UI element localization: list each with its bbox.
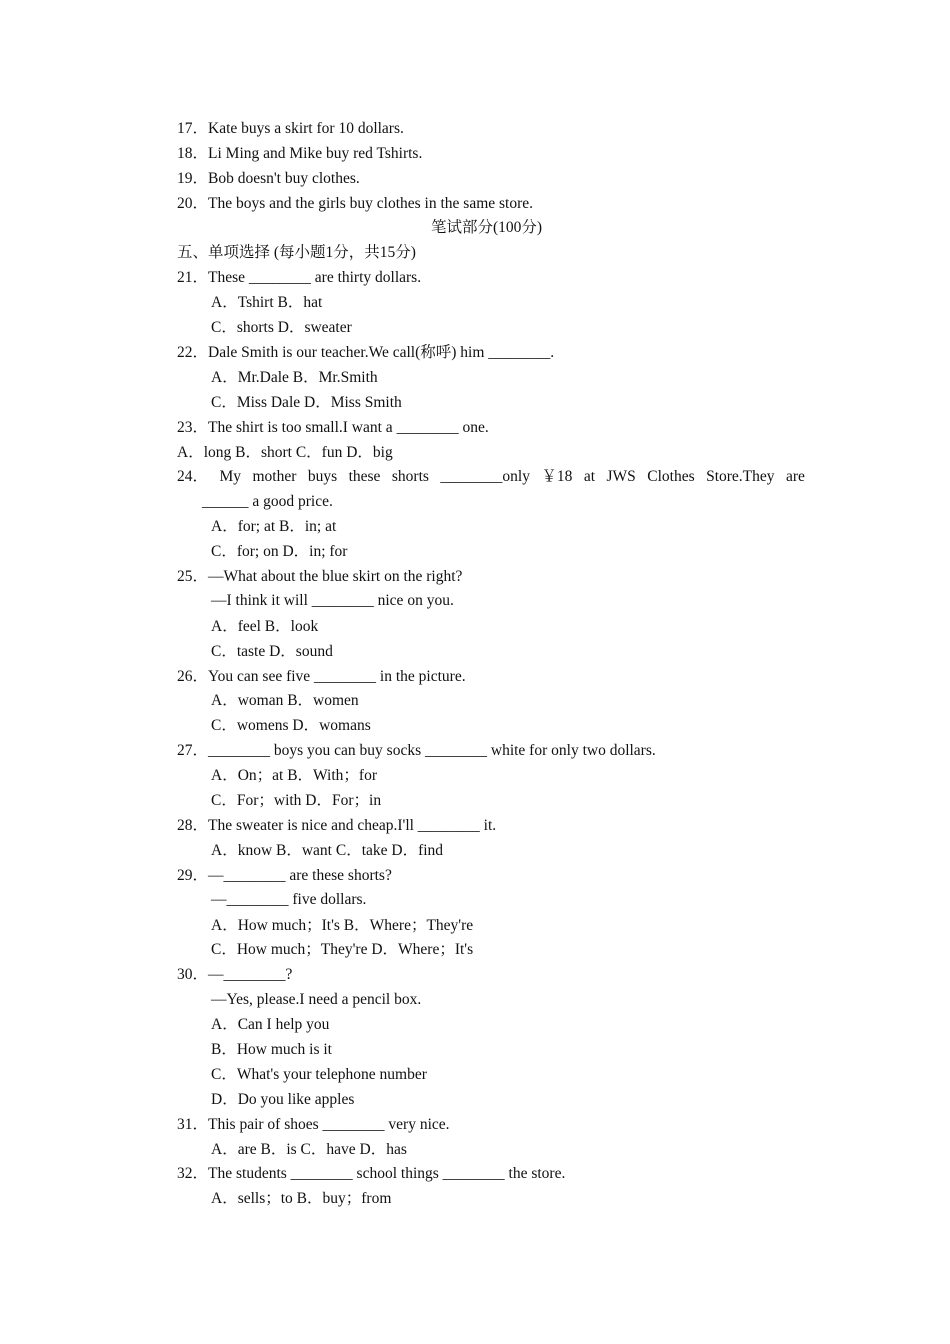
stem-word: My (219, 468, 242, 485)
stem-word: at (583, 468, 596, 485)
question-number: 23． (177, 419, 209, 436)
question-stem: These ________ are thirty dollars. (208, 269, 422, 286)
stem-word: Clothes (647, 468, 695, 485)
stem-word: JWS (606, 468, 636, 485)
question-32-options: A．sells；to B．buy；from (211, 1190, 392, 1207)
question-stem: Dale Smith is our teacher.We call(称呼) him ________. (208, 344, 555, 361)
section-note: (每小题1分，共15分) (273, 244, 416, 261)
question-number: 24． (177, 468, 209, 485)
question-30-dialog-line-2: —Yes, please.I need a pencil box. (211, 991, 422, 1008)
question-22-options-cd: C．Miss Dale D．Miss Smith (211, 394, 402, 411)
question-stem: The sweater is nice and cheap.I'll ________ it. (208, 817, 497, 834)
item-17 (177, 119, 404, 139)
question-21-options-cd: C．shorts D．sweater (211, 319, 352, 336)
question-27-options-ab: A．On；at B．With；for (211, 767, 377, 784)
section-5-title (177, 243, 416, 263)
stem-word: these (348, 468, 381, 485)
item-text: Li Ming and Mike buy red Tshirts. (208, 145, 423, 162)
question-23-options: A．long B．short C．fun D．big (177, 444, 393, 461)
question-stem: The shirt is too small.I want a ________ one. (208, 419, 489, 436)
question-29-dialog-line-2: —________ five dollars. (211, 891, 367, 908)
question-number: 28． (177, 817, 209, 834)
question-number: 21． (177, 269, 209, 286)
question-24-options-cd: C．for; on D．in; for (211, 543, 348, 560)
question-22-options-ab: A．Mr.Dale B．Mr.Smith (211, 369, 378, 386)
question-number: 30． (177, 966, 209, 983)
question-number: 26． (177, 668, 209, 685)
question-28-options: A．know B．want C．take D．find (211, 842, 444, 859)
item-text: Kate buys a skirt for 10 dollars. (208, 120, 404, 137)
question-29 (177, 866, 392, 886)
question-27 (177, 741, 656, 761)
item-18 (177, 144, 422, 164)
stem-word: mother (252, 468, 297, 485)
question-stem: This pair of shoes ________ very nice. (208, 1116, 450, 1133)
question-26-options-ab: A．woman B．women (211, 692, 359, 709)
question-22 (177, 343, 554, 363)
question-number: 32． (177, 1165, 209, 1182)
question-30 (177, 965, 292, 985)
question-number: 27． (177, 742, 209, 759)
stem-word: Store.They (706, 468, 775, 485)
item-text: Bob doesn't buy clothes. (208, 170, 360, 187)
question-25 (177, 567, 462, 587)
question-25-options-cd: C．taste D．sound (211, 643, 333, 660)
question-number: 22． (177, 344, 209, 361)
stem-word: buys (307, 468, 338, 485)
stem-word: shorts (391, 468, 429, 485)
question-26-options-cd: C．womens D．womans (211, 717, 371, 734)
dialog-line: —________? (208, 966, 293, 983)
question-26 (177, 667, 466, 687)
question-31 (177, 1115, 450, 1135)
item-number: 18． (177, 145, 209, 162)
written-section-header: 笔试部分(100分) (431, 219, 543, 236)
question-stem: You can see five ________ in the picture. (208, 668, 466, 685)
section-title: 五、单项选择 (177, 244, 271, 261)
question-27-options-cd: C．For；with D．For；in (211, 792, 382, 809)
question-31-options: A．are B．is C．have D．has (211, 1141, 407, 1158)
question-32 (177, 1164, 565, 1184)
question-30-option-c: C．What's your telephone number (211, 1066, 427, 1083)
item-number: 20． (177, 195, 209, 212)
question-29-options-cd: C．How much；They're D．Where；It's (211, 941, 474, 958)
stem-word: ￥18 (541, 468, 573, 485)
question-25-dialog-line-2: —I think it will ________ nice on you. (211, 592, 454, 609)
item-number: 17． (177, 120, 209, 137)
item-19 (177, 169, 360, 189)
question-23 (177, 418, 489, 438)
question-29-options-ab: A．How much；It's B．Where；They're (211, 917, 474, 934)
question-24-stem-continued: ______ a good price. (202, 493, 333, 510)
question-21 (177, 268, 421, 288)
question-30-option-d: D．Do you like apples (211, 1091, 355, 1108)
item-text: The boys and the girls buy clothes in the same store. (208, 195, 534, 212)
stem-word: ________only (440, 468, 530, 485)
question-number: 25． (177, 568, 209, 585)
item-number: 19． (177, 170, 209, 187)
question-21-options-ab: A．Tshirt B．hat (211, 294, 323, 311)
item-20 (177, 194, 533, 214)
question-stem: The students ________ school things ________ the store. (208, 1165, 566, 1182)
question-30-option-a: A．Can I help you (211, 1016, 330, 1033)
dialog-line: —What about the blue skirt on the right? (208, 568, 463, 585)
question-24-options-ab: A．for; at B．in; at (211, 518, 337, 535)
question-number: 29． (177, 867, 209, 884)
question-24 (177, 467, 805, 487)
question-25-options-ab: A．feel B．look (211, 618, 319, 635)
stem-word: are (786, 468, 805, 485)
question-30-option-b: B．How much is it (211, 1041, 332, 1058)
dialog-line: —________ are these shorts? (208, 867, 392, 884)
question-stem: ________ boys you can buy socks ________ white for only two dollars. (208, 742, 656, 759)
question-28 (177, 816, 496, 836)
question-number: 31． (177, 1116, 209, 1133)
